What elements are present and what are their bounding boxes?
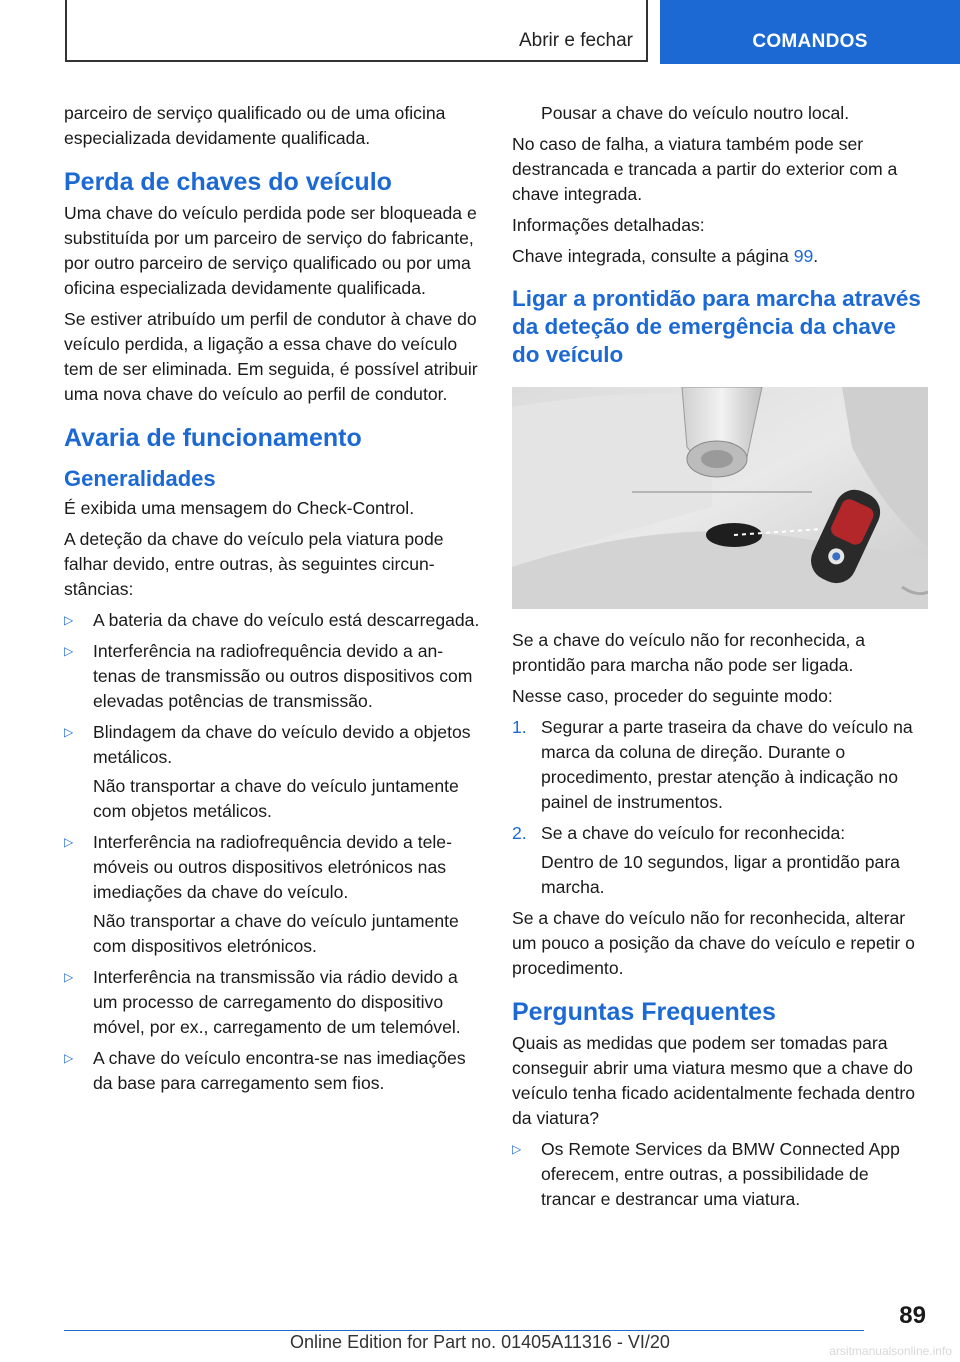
header-chapter-label: COMANDOS	[752, 31, 868, 52]
faq-heading: Perguntas Frequentes	[512, 998, 776, 1026]
continued-note: Pousar a chave do veículo noutro local.	[541, 103, 850, 123]
details-label: Informações detalhadas:	[512, 215, 705, 235]
list-item-note: Não transportar a chave do veículo juntamente com objetos metálicos.	[93, 776, 459, 821]
header-section-title: Abrir e fechar	[518, 30, 633, 51]
circumstance-list	[64, 608, 480, 1096]
list-item: ▷ A bateria da chave do veículo está descarregada.	[64, 608, 480, 633]
triangle-bullet-icon: ▷	[64, 835, 74, 849]
general-paragraph-2: A deteção da chave do veículo pela viatura pode falhar devido, entre outras, às seguintes circunstâncias:	[64, 529, 444, 599]
footer-edition: Online Edition for Part no. 01405A11316 - VI/20	[290, 1332, 670, 1352]
left-column	[64, 101, 480, 1102]
header-chapter-tab	[660, 0, 960, 64]
list-item: ▷ Interferência na radiofrequência devido a telemóveis ou outros dispositivos eletrónicos nas imediações da chave do veículo. Não transportar a chave do veículo juntamente com dispositivos eletrónicos.	[64, 830, 480, 959]
procedure-steps	[512, 715, 928, 900]
list-item: ▷ Interferência na transmissão via rádio devido a um processo de carregamento do dispositivo móvel, por ex., carregamento de um telemóvel.	[64, 967, 461, 1037]
list-item: ▷ Os Remote Services da BMW Connected App oferecem, entre outras, a possibilidade de trancar e destrancar uma viatura.	[512, 1139, 900, 1209]
faq-question: Quais as medidas que podem ser tomadas para conseguir abrir uma viatura mesmo que a chave do veículo tenha ficado acidentalmente fechada dentro da viatura?	[512, 1033, 915, 1128]
page-reference: Chave integrada, consulte a página 99.	[512, 246, 819, 266]
right-column	[512, 101, 928, 1218]
list-item: ▷ Interferência na radiofrequência devido a antenas de transmissão ou outros dispositivos com elevadas potências de transmissão.	[64, 641, 473, 711]
emergency-detection-heading: Ligar a prontidão para marcha através da deteção de emergência da chave do veículo	[512, 286, 921, 367]
triangle-bullet-icon: ▷	[64, 1051, 74, 1065]
list-item-note: Dentro de 10 segundos, ligar a prontidão para marcha.	[541, 852, 900, 897]
page-link[interactable]: 99	[793, 246, 814, 266]
step-number: 2.	[512, 823, 527, 843]
list-item: 2. Se a chave do veículo for reconhecida: Dentro de 10 segundos, ligar a prontidão para marcha.	[512, 821, 928, 900]
general-paragraph-1: É exibida uma mensagem do Check-Control.	[64, 498, 415, 518]
page-number: 89	[899, 1302, 926, 1329]
general-heading: Generalidades	[64, 466, 216, 491]
triangle-bullet-icon: ▷	[64, 725, 74, 739]
key-steering-column-illustration	[512, 387, 928, 609]
not-recognized-paragraph: Se a chave do veículo não for reconhecida, a prontidão para marcha não pode ser ligada.	[512, 630, 866, 675]
malfunction-heading: Avaria de funcionamento	[64, 424, 362, 452]
lost-keys-paragraph-1: Uma chave do veículo perdida pode ser bloqueada e substituída por um parceiro de serviço do fabricante, por outro parceiro de serviço qualificado ou por uma oficina especializada devidamente qualificada.	[64, 203, 477, 298]
list-item-note: Não transportar a chave do veículo juntamente com dispositivos eletrónicos.	[93, 911, 459, 956]
procedure-intro: Nesse caso, proceder do seguinte modo:	[512, 686, 833, 706]
lost-keys-heading: Perda de chaves do veículo	[64, 168, 392, 196]
watermark: arsitmanualsonline.info	[829, 1344, 952, 1358]
footer-divider	[64, 1330, 864, 1331]
triangle-bullet-icon: ▷	[64, 613, 74, 627]
step-number: 1.	[512, 717, 527, 737]
list-item: 1. Segurar a parte traseira da chave do veículo na marca da coluna de direção. Durante o procedimento, prestar atenção à indicação no painel de instrumentos.	[512, 717, 913, 812]
triangle-bullet-icon: ▷	[64, 970, 74, 984]
triangle-bullet-icon: ▷	[512, 1142, 522, 1156]
list-item: ▷ A chave do veículo encontra-se nas imediações da base para carregamento sem fios.	[64, 1048, 466, 1093]
fallback-paragraph: No caso de falha, a viatura também pode ser destrancada e trancada a partir do exterior com a chave integrada.	[512, 134, 898, 204]
triangle-bullet-icon: ▷	[64, 644, 74, 658]
lost-keys-paragraph-2: Se estiver atribuído um perfil de condutor à chave do veículo perdida, a ligação a essa chave do veículo tem de ser eliminada. Em seguida, é possível atribuir uma nova chave do veículo ao perfil de condutor.	[64, 309, 478, 404]
retry-paragraph: Se a chave do veículo não for reconhecida, alterar um pouco a posição da chave do veículo e repetir o procedimento.	[512, 908, 915, 978]
intro-paragraph: parceiro de serviço qualificado ou de uma oficina especializada devidamente qualificada.	[64, 103, 446, 148]
list-item: ▷ Blindagem da chave do veículo devido a objetos metálicos. Não transportar a chave do veículo juntamente com objetos metálicos.	[64, 720, 480, 824]
faq-answer-list	[512, 1137, 928, 1212]
